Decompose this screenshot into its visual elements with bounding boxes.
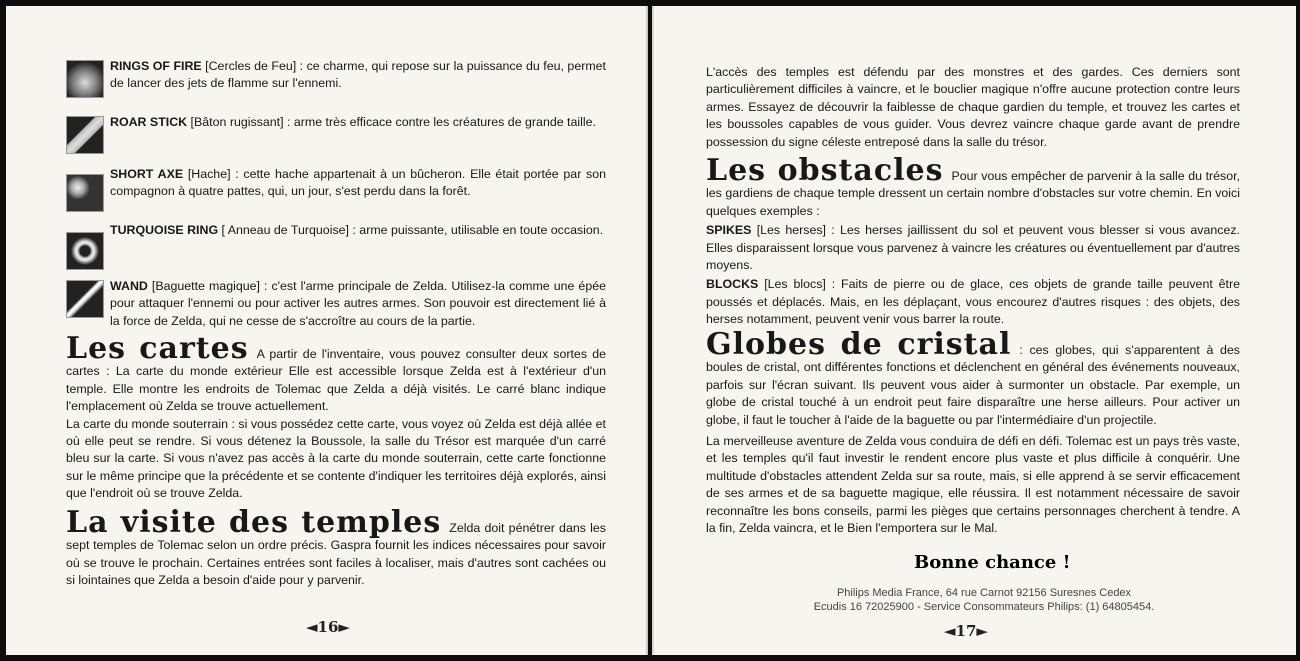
item-description: SHORT AXE [Hache] : cette hache appartenait à un bûcheron. Elle était portée par son compagnon à quatre pattes, qui, un jour, s'est perdu dans la forêt. — [110, 167, 607, 199]
right-page — [652, 6, 1296, 655]
item-roar-stick — [66, 114, 606, 131]
section-les-cartes — [66, 331, 606, 503]
page-number: ◄16► — [306, 618, 350, 636]
left-page — [6, 6, 648, 655]
section-body-2: La carte du monde souterrain : si vous possédez cette carte, vous voyez où Zelda est déjà allée et où elle peut se rendre. Si vous détenez la Boussole, la salle du Trésor est marquée d'un carré bleu sur la carte. Si vous n'avez pas accès à la carte du monde souterrain, cette carte fonctionne sur le même principe que la précédente et se contente d'indiquer les territoires déjà explorés, ainsi que l'endroit où se trouve Zelda. — [66, 416, 606, 501]
section-title: Les obstacles — [706, 153, 944, 188]
section-obstacles — [706, 153, 1240, 329]
fire-ring-icon — [66, 60, 104, 98]
section-body: A partir de l'inventaire, vous pouvez consulter deux sortes de cartes : La carte du monde extérieur Elle est accessible lorsque Zelda est à l'extérieur d'un temple. Elle montre les endroits de Tolemac que Zelda a déjà visités. Le carré blanc indique l'emplacement où Zelda se trouve actuellement. — [66, 347, 606, 414]
spikes-entry: SPIKES [Les herses] : Les herses jaillissent du sol et peuvent vous blesser si vous avancez. Elles disparaissent lorsque vous parvenez à vaincre les créatures ou éventuellement par d'autres moyens. — [706, 223, 1240, 273]
item-name: WAND — [110, 279, 148, 293]
conclusion-text: La merveilleuse aventure de Zelda vous conduira de défi en défi. Tolemac est un pays très vaste, et les temples qu'il faut investir le rendent encore plus vaste et plus difficile à conquérir. Une multitude d'obstacles attendent Zelda sur sa route, mais, si elle apprend à se servir efficacement de ses armes et de sa baguette magique, elle réussira. Il est notamment nécessaire de savoir reconnaître les bons conseils, parmi les pièges que certains personnages cherchent à tendre. A la fin, Zelda vaincra, et le Bien l'emportera sur le Mal. — [706, 434, 1240, 536]
section-body: Zelda doit pénétrer dans les sept temples de Tolemac selon un ordre précis. Gaspra fournit les indices nécessaires pour savoir où se trouve le prochain. Certaines entrées sont faciles à localiser, mais d'autres sont cachées ou si lointaines que Zelda a besoin d'aide pour y parvenir. — [66, 521, 606, 588]
section-title: La visite des temples — [66, 505, 442, 540]
item-name: SHORT AXE — [110, 167, 184, 181]
item-description: ROAR STICK [Bâton rugissant] : arme très efficace contre les créatures de grande taille. — [110, 115, 596, 129]
blocks-entry: BLOCKS [Les blocs] : Faits de pierre ou de glace, ces objets de grande taille peuvent être poussés et déplacés. Mais, en les déplaçant, vous encourez d'autres risques : des objets, des herses notamment, peuvent venir vous barrer la route. — [706, 277, 1240, 327]
section-body: Pour vous empêcher de parvenir à la salle du trésor, les gardiens de chaque temple dressent un certain nombre d'obstacles sur votre chemin. En voici quelques exemples : — [706, 169, 1240, 218]
item-description: TURQUOISE RING [ Anneau de Turquoise] : arme puissante, utilisable en toute occasion. — [110, 223, 604, 237]
section-globes-de-cristal — [706, 327, 1240, 537]
temples-intro: L'accès des temples est défendu par des monstres et des gardes. Ces derniers sont particulièrement difficiles à vaincre, et le bouclier magique n'offre aucune protection contre leurs armes. Essayez de découvrir la faiblesse de chaque gardien du temple, et trouvez les cartes et les boussoles capables de vous guider. Vous devrez vaincre chaque garde avant de prendre possession du signe céleste entreposé dans la salle du trésor. — [706, 65, 1240, 149]
roar-stick-icon — [66, 116, 104, 154]
item-name: TURQUOISE RING — [110, 223, 219, 237]
item-description: WAND [Baguette magique] : c'est l'arme principale de Zelda. Utilisez-la comme une épée pour attaquer l'ennemi ou pour activer les autres armes. Son pouvoir est directement lié à la force de Zelda, qui ne cesse de s'accroître au cours de la partie. — [110, 279, 606, 328]
section-title: Les cartes — [66, 331, 249, 366]
item-name: RINGS OF FIRE — [110, 59, 202, 73]
item-rings-of-fire — [66, 58, 606, 93]
item-turquoise-ring — [66, 222, 606, 239]
publisher-footer: Philips Media France, 64 rue Carnot 92156 Suresnes Cedex Ecudis 16 72025900 - Service Consommateurs Philips: (1) 64805454. — [813, 587, 1155, 613]
item-name: ROAR STICK — [110, 115, 188, 129]
ring-icon — [66, 232, 104, 270]
axe-icon — [66, 174, 104, 212]
closing-message: Bonne chance ! — [914, 552, 1071, 573]
section-body: : ces globes, qui s'apparentent à des boules de cristal, ont différentes fonctions et déclenchent en général des événements nouveaux, parfois sur l'écran suivant. Ils peuvent vous aider à surmonter un obstacle. Par exemple, un globe de cristal touché à un endroit peut faire disparaître une herse ailleurs. Pour activer un globe, il faut le toucher à l'aide de la baguette ou par l'intermédiaire d'un projectile. — [706, 343, 1240, 427]
wand-icon — [66, 280, 104, 318]
item-description: RINGS OF FIRE [Cercles de Feu] : ce charme, qui repose sur la puissance du feu, permet de lancer des jets de flamme sur l'ennemi. — [110, 59, 606, 91]
page-number: ◄17► — [944, 622, 988, 640]
section-visite-des-temples — [66, 505, 606, 590]
item-wand — [66, 278, 606, 330]
section-title: Globes de cristal — [706, 327, 1012, 362]
item-short-axe — [66, 166, 606, 201]
